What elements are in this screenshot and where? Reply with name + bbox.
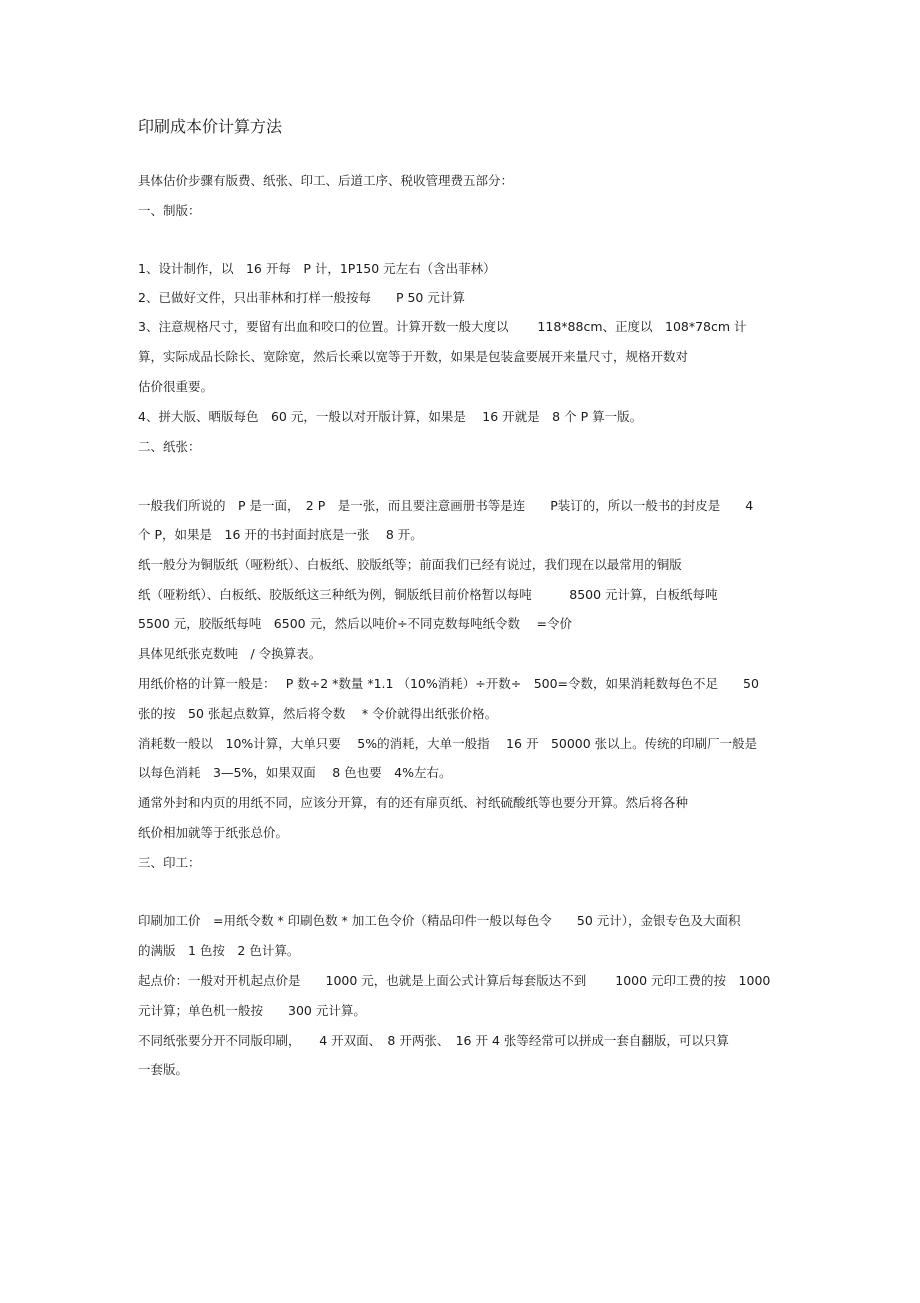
paragraph-line: 张的按 50 张起点数算，然后将令数 * 令价就得出纸张价格。 xyxy=(138,706,498,721)
paragraph-line: 1、设计制作，以 16 开每 P 计，1P150 元左右（含出菲林） xyxy=(138,261,496,276)
paragraph-line: 2、已做好文件，只出菲林和打样一般按每 P 50 元计算 xyxy=(138,290,465,305)
paragraph-line: 以每色消耗 3—5%，如果双面 8 色也要 4%左右。 xyxy=(138,765,452,780)
paragraph-line: 印刷加工价 =用纸令数 * 印刷色数 * 加工色令价（精品印件一般以每色令 50 元计），金银专色及大面积 xyxy=(138,913,741,928)
paragraph-line: 一般我们所说的 P 是一面， 2 P 是一张，而且要注意画册书等是连 P装订的，所以一般书的封皮是 4 xyxy=(138,498,754,513)
paragraph-line: 起点价：一般对开机起点价是 1000 元，也就是上面公式计算后每套版达不到 1000 元印工费的按 1000 xyxy=(138,973,771,988)
paragraph-line: 估价很重要。 xyxy=(138,379,214,394)
paragraph-line: 用纸价格的计算一般是： P 数÷2 *数量 *1.1 （10%消耗）÷开数÷ 500=令数，如果消耗数每色不足 50 xyxy=(138,676,759,691)
section-heading-printing: 三、印工： xyxy=(138,855,201,870)
paragraph-line: 通常外封和内页的用纸不同，应该分开算，有的还有扉页纸、衬纸硫酸纸等也要分开算。然后将各种 xyxy=(138,795,689,810)
paragraph-line: 个 P，如果是 16 开的书封面封底是一张 8 开。 xyxy=(138,527,423,542)
section-heading-paper: 二、纸张： xyxy=(138,439,201,454)
paragraph-line: 算，实际成品长除长、宽除宽，然后长乘以宽等于开数，如果是包装盒要展开来量尺寸，规格开数对 xyxy=(138,349,689,364)
section-heading-platemaking: 一、制版： xyxy=(138,203,201,218)
paragraph-line: 的满版 1 色按 2 色计算。 xyxy=(138,943,300,958)
paragraph-line: 不同纸张要分开不同版印刷， 4 开双面、 8 开两张、 16 开 4 张等经常可以拼成一套自翻版，可以只算 xyxy=(138,1033,729,1048)
paragraph-line: 具体见纸张克数吨 / 令换算表。 xyxy=(138,646,322,661)
paragraph-line: 纸（哑粉纸）、白板纸、胶版纸这三种纸为例，铜版纸目前价格暂以每吨 8500 元计算，白板纸每吨 xyxy=(138,587,718,602)
document-title: 印刷成本价计算方法 xyxy=(138,117,283,136)
paragraph-line: 元计算；单色机一般按 300 元计算。 xyxy=(138,1003,366,1018)
paragraph-line: 纸价相加就等于纸张总价。 xyxy=(138,825,289,840)
paragraph-line: 4、拼大版、晒版每色 60 元，一般以对开版计算，如果是 16 开就是 8 个 P 算一版。 xyxy=(138,409,643,424)
paragraph-line: 纸一般分为铜版纸（哑粉纸）、白板纸、胶版纸等；前面我们已经有说过，我们现在以最常用的铜版 xyxy=(138,557,682,572)
paragraph-line: 5500 元，胶版纸每吨 6500 元，然后以吨价÷不同克数每吨纸令数 =令价 xyxy=(138,616,572,631)
paragraph-line: 一套版。 xyxy=(138,1062,189,1077)
paragraph-line: 3、注意规格尺寸，要留有出血和咬口的位置。计算开数一般大度以 118*88cm、正度以 108*78cm 计 xyxy=(138,319,747,334)
paragraph-line: 消耗数一般以 10%计算，大单只要 5%的消耗，大单一般指 16 开 50000 张以上。传统的印刷厂一般是 xyxy=(138,736,758,751)
paragraph-intro: 具体估价步骤有版费、纸张、印工、后道工序、税收管理费五部分： xyxy=(138,173,514,188)
